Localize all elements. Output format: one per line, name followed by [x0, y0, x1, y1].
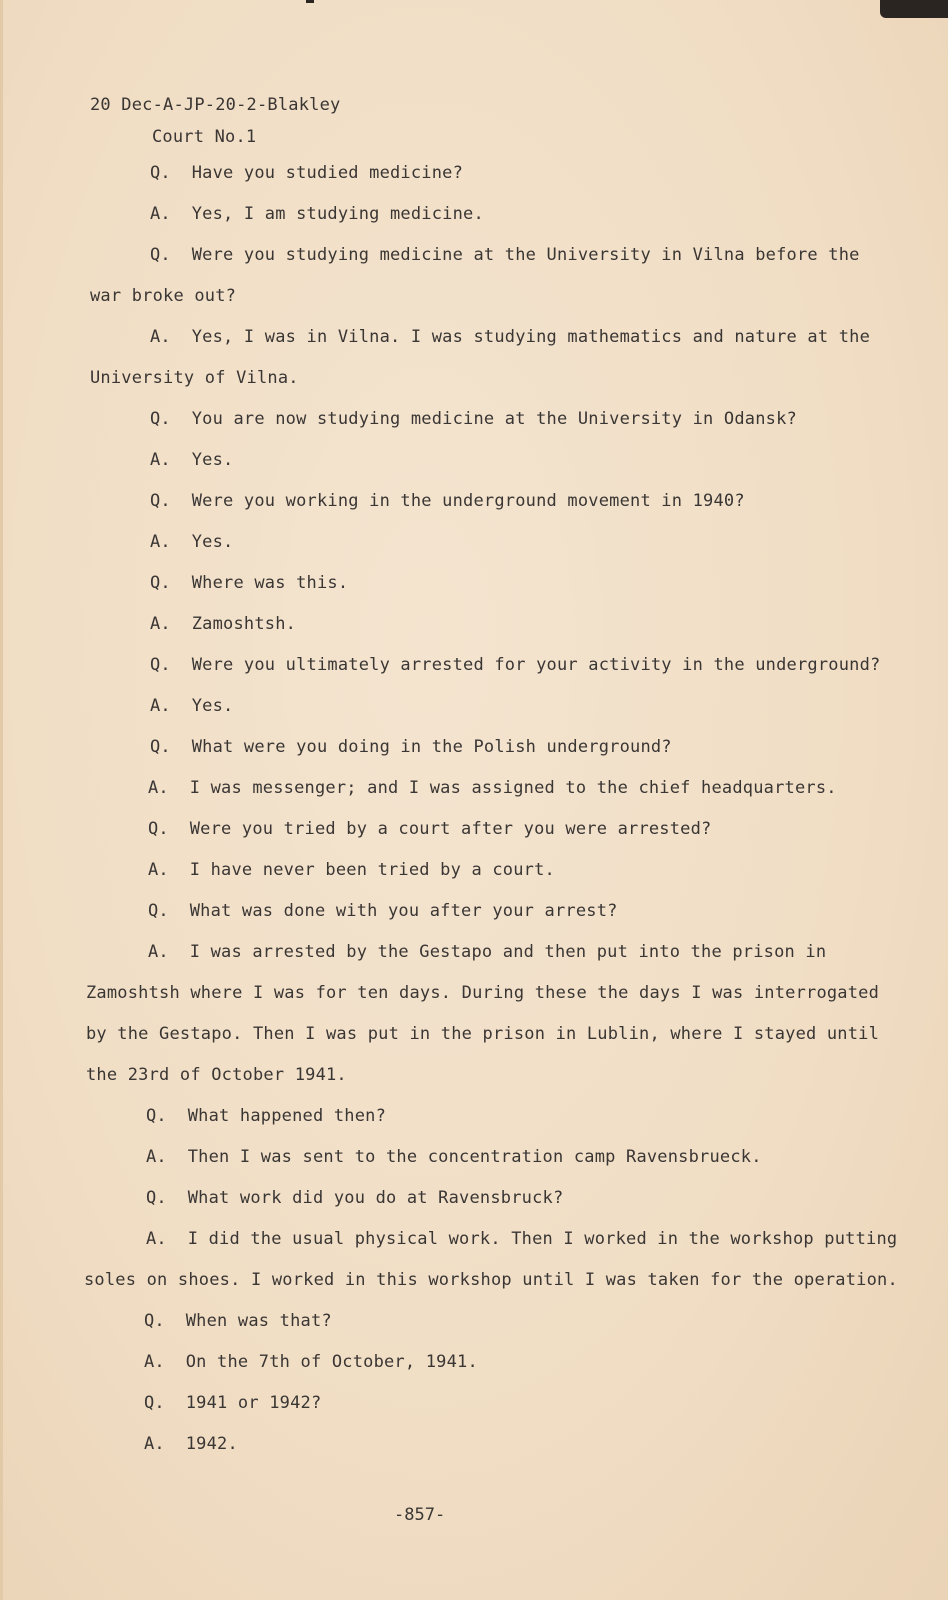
- transcript-line: soles on shoes. I worked in this workshop until I was taken for the operation.: [84, 1270, 898, 1290]
- transcript-line: the 23rd of October 1941.: [86, 1065, 347, 1085]
- transcript-line: Zamoshtsh where I was for ten days. During these the days I was interrogated: [86, 983, 880, 1003]
- transcript-line: Q. What work did you do at Ravensbruck?: [146, 1188, 564, 1208]
- transcript-line: A. I did the usual physical work. Then I worked in the workshop putting: [146, 1229, 898, 1249]
- transcript-line: war broke out?: [90, 286, 237, 306]
- document-id: 20 Dec-A-JP-20-2-Blakley: [90, 95, 341, 115]
- transcript-line: A. I was messenger; and I was assigned to the chief headquarters.: [148, 778, 837, 798]
- transcript-line: A. On the 7th of October, 1941.: [144, 1352, 478, 1372]
- transcript-line: A. Then I was sent to the concentration camp Ravensbrueck.: [146, 1147, 762, 1167]
- transcript-line: A. 1942.: [144, 1434, 238, 1454]
- transcript-line: University of Vilna.: [90, 368, 299, 388]
- page-edge: [0, 0, 3, 1600]
- transcript-line: Q. Were you tried by a court after you were arrested?: [148, 819, 712, 839]
- transcript-line: A. Zamoshtsh.: [150, 614, 297, 634]
- transcript-line: A. I was arrested by the Gestapo and then put into the prison in: [148, 942, 827, 962]
- transcript-line: Q. Were you ultimately arrested for your activity in the underground?: [150, 655, 881, 675]
- transcript-line: Q. Have you studied medicine?: [150, 163, 464, 183]
- top-mark: [306, 0, 314, 3]
- transcript-line: Q. 1941 or 1942?: [144, 1393, 322, 1413]
- transcript-line: A. Yes, I was in Vilna. I was studying mathematics and nature at the: [150, 327, 871, 347]
- page-number: -857-: [394, 1505, 446, 1525]
- corner-tab: [886, 0, 948, 18]
- transcript-line: A. Yes.: [150, 532, 234, 552]
- court-number: Court No.1: [152, 127, 257, 147]
- transcript-line: Q. What was done with you after your arrest?: [148, 901, 618, 921]
- transcript-line: Q. What were you doing in the Polish underground?: [150, 737, 672, 757]
- transcript-line: Q. You are now studying medicine at the University in Odansk?: [150, 409, 797, 429]
- transcript-line: Q. Were you studying medicine at the University in Vilna before the: [150, 245, 860, 265]
- transcript-line: Q. Were you working in the underground movement in 1940?: [150, 491, 745, 511]
- transcript-line: by the Gestapo. Then I was put in the prison in Lublin, where I stayed until: [86, 1024, 880, 1044]
- transcript-line: Q. When was that?: [144, 1311, 332, 1331]
- transcript-line: Q. Where was this.: [150, 573, 349, 593]
- transcript-line: A. Yes.: [150, 696, 234, 716]
- transcript-line: A. Yes.: [150, 450, 234, 470]
- transcript-line: Q. What happened then?: [146, 1106, 387, 1126]
- transcript-line: A. Yes, I am studying medicine.: [150, 204, 484, 224]
- transcript-line: A. I have never been tried by a court.: [148, 860, 555, 880]
